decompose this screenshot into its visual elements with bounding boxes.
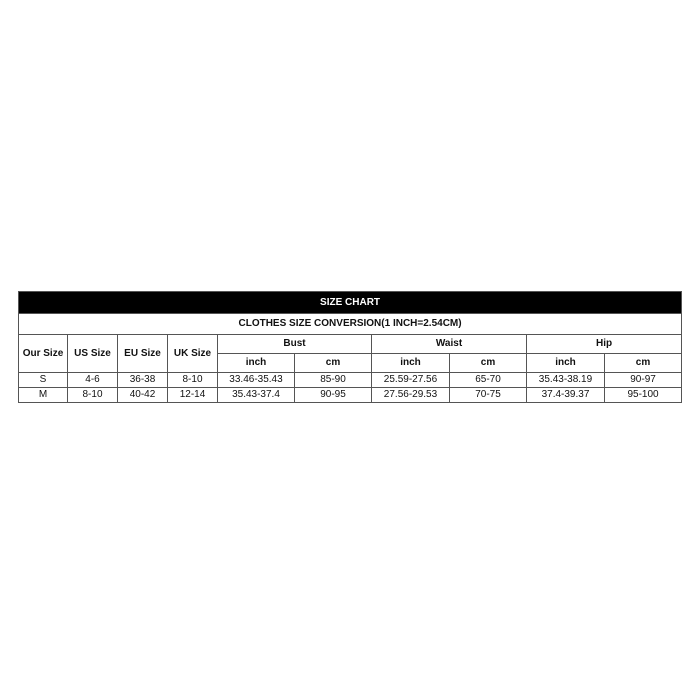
chart-subtitle: CLOTHES SIZE CONVERSION(1 INCH=2.54CM): [19, 314, 682, 335]
unit-bust-cm: cm: [295, 354, 372, 373]
chart-title: SIZE CHART: [19, 292, 682, 314]
cell-hip-cm: 95-100: [605, 388, 682, 403]
header-eu-size: EU Size: [118, 335, 168, 373]
cell-waist-cm: 70-75: [450, 388, 527, 403]
cell-bust-inch: 35.43-37.4: [218, 388, 295, 403]
cell-us-size: 8-10: [68, 388, 118, 403]
title-row: [19, 292, 682, 314]
unit-waist-inch: inch: [372, 354, 450, 373]
cell-hip-inch: 37.4-39.37: [527, 388, 605, 403]
header-our-size: Our Size: [19, 335, 68, 373]
header-us-size: US Size: [68, 335, 118, 373]
cell-waist-inch: 27.56-29.53: [372, 388, 450, 403]
header-row: [19, 335, 682, 354]
cell-bust-cm: 90-95: [295, 388, 372, 403]
header-waist: Waist: [372, 335, 527, 354]
size-chart: [18, 291, 681, 403]
unit-hip-inch: inch: [527, 354, 605, 373]
cell-eu-size: 40-42: [118, 388, 168, 403]
size-chart-table: [18, 291, 682, 403]
cell-waist-cm: 65-70: [450, 373, 527, 388]
cell-our-size: M: [19, 388, 68, 403]
unit-bust-inch: inch: [218, 354, 295, 373]
header-bust: Bust: [218, 335, 372, 354]
cell-uk-size: 8-10: [168, 373, 218, 388]
cell-our-size: S: [19, 373, 68, 388]
cell-hip-inch: 35.43-38.19: [527, 373, 605, 388]
unit-waist-cm: cm: [450, 354, 527, 373]
cell-us-size: 4-6: [68, 373, 118, 388]
cell-bust-inch: 33.46-35.43: [218, 373, 295, 388]
header-hip: Hip: [527, 335, 682, 354]
cell-waist-inch: 25.59-27.56: [372, 373, 450, 388]
cell-eu-size: 36-38: [118, 373, 168, 388]
table-row: [19, 373, 682, 388]
header-uk-size: UK Size: [168, 335, 218, 373]
subtitle-row: [19, 314, 682, 335]
unit-hip-cm: cm: [605, 354, 682, 373]
cell-hip-cm: 90-97: [605, 373, 682, 388]
cell-bust-cm: 85-90: [295, 373, 372, 388]
table-row: [19, 388, 682, 403]
cell-uk-size: 12-14: [168, 388, 218, 403]
